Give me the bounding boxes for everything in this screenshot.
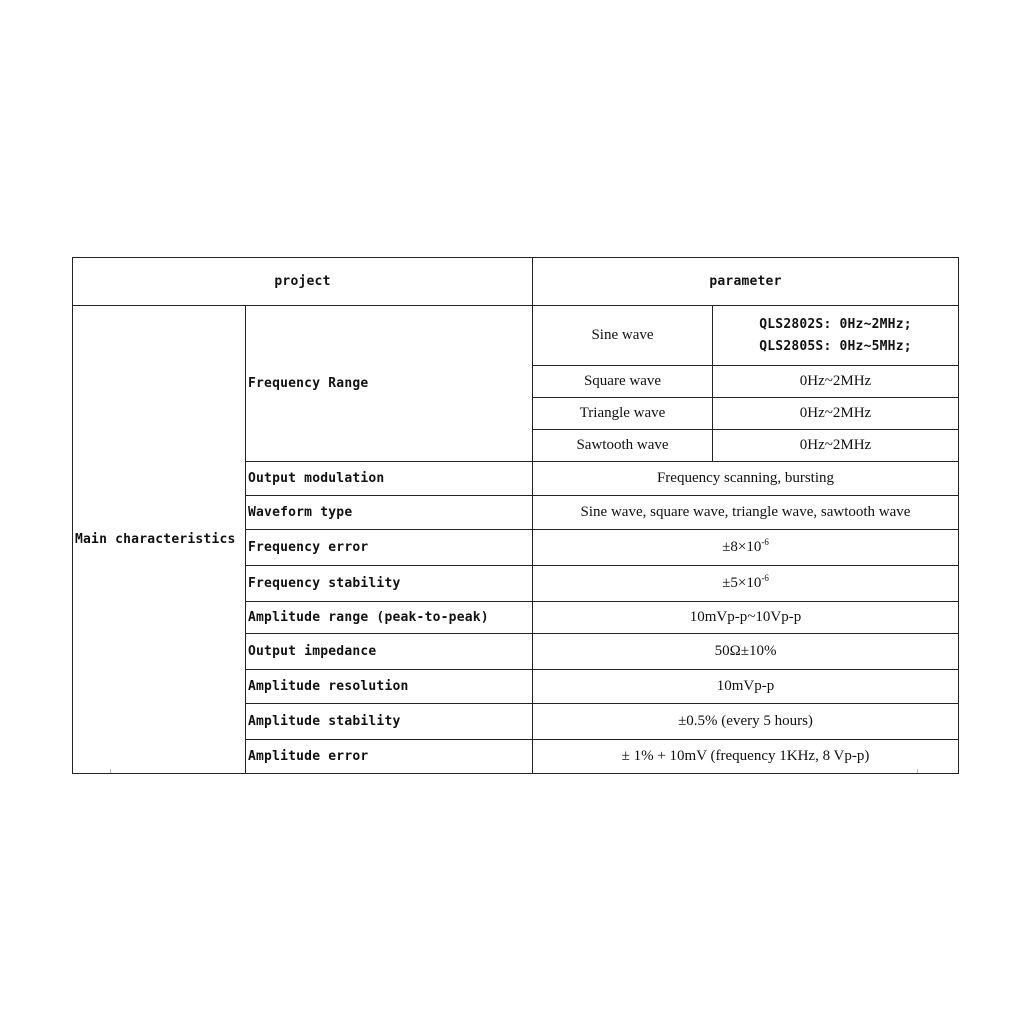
page-margin-tick: [110, 769, 111, 773]
value-base: ±8×10: [722, 539, 762, 555]
value-base: ±5×10: [722, 575, 762, 591]
frequency-range-label: Frequency Range: [246, 306, 533, 462]
value-exponent: -6: [761, 537, 769, 547]
row-label: Output impedance: [246, 634, 533, 670]
table-row: [73, 306, 959, 366]
row-label: Amplitude error: [246, 740, 533, 774]
row-value: 10mVp-p~10Vp-p: [533, 602, 959, 634]
row-value: Sine wave, square wave, triangle wave, sawtooth wave: [533, 496, 959, 530]
header-parameter: parameter: [533, 258, 959, 306]
page-margin-tick: [917, 769, 918, 773]
row-label: Output modulation: [246, 462, 533, 496]
row-label: Amplitude range (peak-to-peak): [246, 602, 533, 634]
header-row: [73, 258, 959, 306]
row-label: Frequency stability: [246, 566, 533, 602]
group-label: Main characteristics: [73, 306, 246, 774]
row-label: Waveform type: [246, 496, 533, 530]
row-label: Amplitude stability: [246, 704, 533, 740]
row-value: [533, 566, 959, 602]
row-value: 10mVp-p: [533, 670, 959, 704]
wave-name-square: Square wave: [533, 366, 713, 398]
wave-value-square: 0Hz~2MHz: [713, 366, 959, 398]
row-value: ± 1% + 10mV (frequency 1KHz, 8 Vp-p): [533, 740, 959, 774]
wave-value-sine: [713, 306, 959, 366]
row-value: [533, 530, 959, 566]
sine-value-line-2: QLS2805S: 0Hz~5MHz;: [759, 338, 912, 354]
wave-name-sawtooth: Sawtooth wave: [533, 430, 713, 462]
row-label: Frequency error: [246, 530, 533, 566]
wave-name-sine: Sine wave: [533, 306, 713, 366]
header-project: project: [73, 258, 533, 306]
row-label: Amplitude resolution: [246, 670, 533, 704]
row-value: Frequency scanning, bursting: [533, 462, 959, 496]
sine-value-line-1: QLS2802S: 0Hz~2MHz;: [759, 316, 912, 332]
row-value: 50Ω±10%: [533, 634, 959, 670]
value-exponent: -6: [761, 573, 769, 583]
wave-value-triangle: 0Hz~2MHz: [713, 398, 959, 430]
wave-value-sawtooth: 0Hz~2MHz: [713, 430, 959, 462]
wave-name-triangle: Triangle wave: [533, 398, 713, 430]
specification-table: [72, 257, 959, 774]
spec-sheet: [72, 257, 958, 774]
row-value: ±0.5% (every 5 hours): [533, 704, 959, 740]
